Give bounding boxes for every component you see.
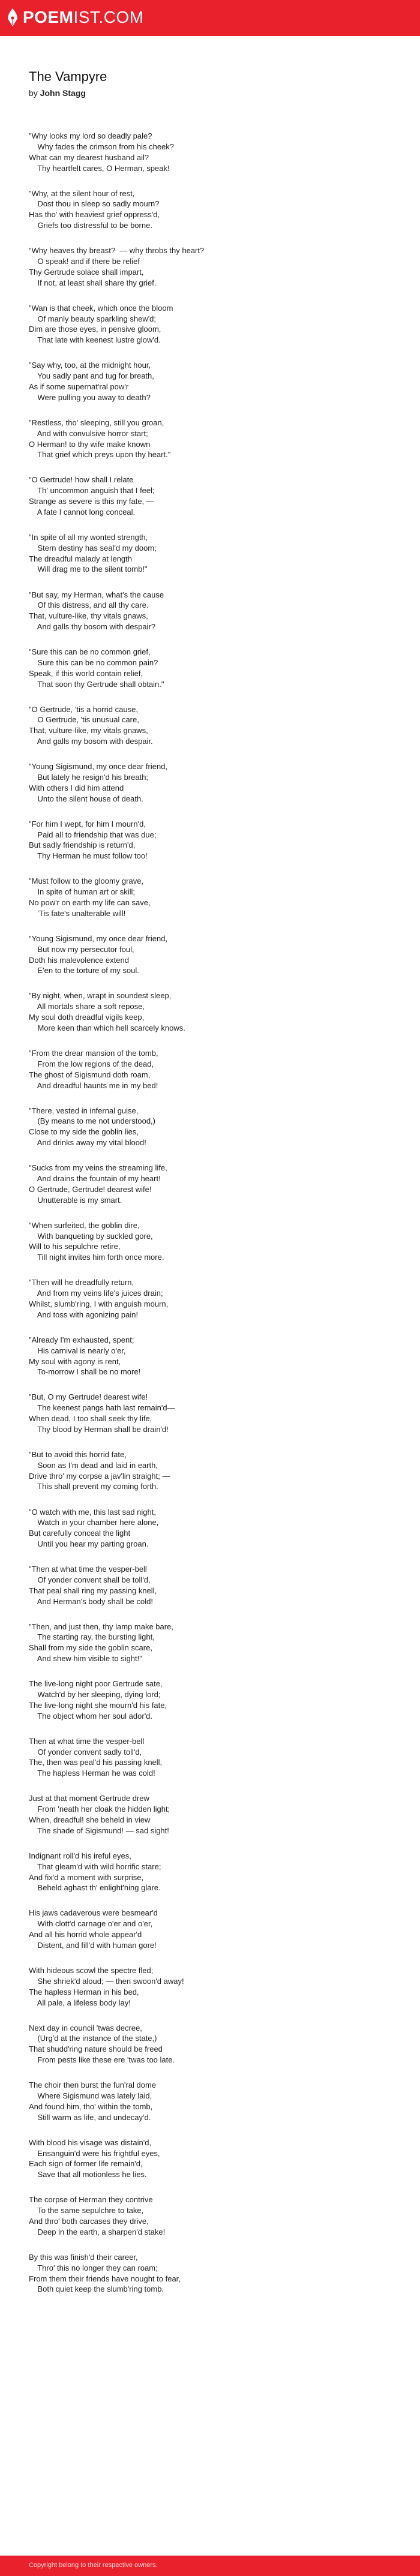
- logo-bold: POEM: [23, 8, 74, 26]
- poem-line: "There, vested in infernal guise,: [29, 1106, 139, 1115]
- poem-line: "Then at what time the vesper-bell: [29, 1565, 147, 1574]
- stanza: [29, 590, 395, 632]
- poem-line: "Why, at the silent hour of rest,: [29, 188, 135, 198]
- poem-line: Why fades the crimson from his cheek?: [29, 142, 175, 151]
- stanza: [29, 704, 395, 747]
- poem-line: 'Tis fate's unalterable will!: [29, 908, 126, 918]
- poem-line: "Young Sigismund, my once dear friend,: [29, 762, 168, 771]
- stanza: [29, 1507, 395, 1550]
- poem-line: The live-long night she mourn'd his fate,: [29, 1700, 167, 1710]
- poem-line: From them their friends have nought to fear,: [29, 2274, 181, 2283]
- poem-line: And found him, tho' within the tomb,: [29, 2101, 153, 2111]
- poem-line: And shew him visible to sight!": [29, 1654, 142, 1664]
- poem-body: [29, 131, 395, 2309]
- poem-line: The object whom her soul ador'd.: [29, 1711, 153, 1721]
- poem-line: Will to his sepulchre retire,: [29, 1242, 121, 1251]
- stanza: [29, 2252, 395, 2295]
- poem-line: And from my veins life's juices drain;: [29, 1289, 163, 1298]
- poem-line: In spite of human art or skill;: [29, 887, 136, 897]
- poem-line: "Young Sigismund, my once dear friend,: [29, 933, 168, 943]
- poem-line: The, then was peal'd his passing knell,: [29, 1758, 163, 1767]
- poem-line: The dreadful malady at length: [29, 554, 132, 563]
- stanza: [29, 1851, 395, 1893]
- poem-line: By this was finish'd their career,: [29, 2252, 138, 2262]
- stanza: [29, 2194, 395, 2237]
- poem-line: That shudd'ring nature should be freed: [29, 2044, 163, 2054]
- poem-line: And toss with agonizing pain!: [29, 1310, 139, 1319]
- poem-line: O Gertrude, 'tis unusual care,: [29, 715, 139, 725]
- poem-line: With clott'd carnage o'er and o'er,: [29, 1919, 153, 1929]
- poem-line: That gleam'd with wild horrific stare;: [29, 1862, 161, 1871]
- stanza: [29, 418, 395, 460]
- poem-line: No pow'r on earth my life can save,: [29, 898, 151, 907]
- stanza: [29, 1163, 395, 1205]
- poem-line: Of yonder convent shall be toll'd,: [29, 1575, 151, 1584]
- poem-line: And galls thy bosom with despair?: [29, 622, 156, 632]
- poem-line: More keen than which hell scarcely knows.: [29, 1023, 185, 1032]
- poem-line: And all his horrid whole appear'd: [29, 1930, 142, 1939]
- poem-line: Till night invites him forth once more.: [29, 1253, 164, 1262]
- poem-line: When dead, I too shall seek thy life,: [29, 1414, 152, 1424]
- poem-line: Dim are those eyes, in pensive gloom,: [29, 325, 161, 334]
- poem-line: O Gertrude, Gertrude! dearest wife!: [29, 1184, 152, 1194]
- poem-line: (By means to me not understood,): [29, 1116, 155, 1126]
- poem-line: Save that all motionless he lies.: [29, 2170, 147, 2179]
- poem-title: The Vampyre: [29, 69, 107, 84]
- poem-line: Watch'd by her sleeping, dying lord;: [29, 1690, 161, 1700]
- poem-line: Dost thou in sleep so sadly mourn?: [29, 199, 160, 209]
- stanza: [29, 1736, 395, 1779]
- poem-line: Were pulling you away to death?: [29, 392, 151, 402]
- poem-line: That, vulture-like, thy vitals gnaws,: [29, 611, 148, 621]
- poem-line: The shade of Sigismund! — sad sight!: [29, 1826, 169, 1835]
- poem-line: "By night, when, wrapt in soundest sleep,: [29, 991, 172, 1001]
- poem-line: Then at what time the vesper-bell: [29, 1736, 145, 1746]
- poem-line: Ensanguin'd were his frightful eyes,: [29, 2148, 160, 2158]
- poem-line: Until you hear my parting groan.: [29, 1539, 149, 1549]
- poem-line: That, vulture-like, my vitals gnaws,: [29, 726, 148, 735]
- poem-line: Still warm as life, and undecay'd.: [29, 2112, 151, 2122]
- poem-line: If not, at least shall share thy grief.: [29, 278, 157, 287]
- poem-line: What can my dearest husband ail?: [29, 152, 149, 162]
- poem-line: Whilst, slumb'ring, I with anguish mourn,: [29, 1299, 169, 1308]
- poem-line: Unto the silent house of death.: [29, 794, 143, 803]
- poem-line: "From the drear mansion of the tomb,: [29, 1049, 158, 1058]
- poem-line: Deep in the earth, a sharpen'd stake!: [29, 2227, 166, 2236]
- poem-line: Drive thro' my corpse a jav'lin straight; —: [29, 1471, 170, 1481]
- stanza: [29, 1220, 395, 1263]
- copyright-text: Copyright belong to their respective owners.: [29, 2562, 158, 2569]
- poem-line: That late with keenest lustre glow'd.: [29, 335, 161, 345]
- stanza: [29, 2080, 395, 2122]
- poem-line: "Sucks from my veins the streaming life,: [29, 1163, 167, 1173]
- stanza: [29, 1392, 395, 1434]
- poem-line: All pale, a lifeless body lay!: [29, 1998, 131, 2007]
- stanza: [29, 1106, 395, 1148]
- poem-line: My soul doth dreadful vigils keep,: [29, 1013, 145, 1022]
- poem-line: His carnival is nearly o'er,: [29, 1346, 126, 1355]
- poem-line: With blood his visage was distain'd,: [29, 2137, 152, 2147]
- stanza: [29, 647, 395, 689]
- poem-line: "But, O my Gertrude! dearest wife!: [29, 1392, 148, 1402]
- poem-line: My soul with agony is rent,: [29, 1356, 121, 1366]
- poem-line: Thy blood by Herman shall be drain'd!: [29, 1424, 169, 1434]
- poem-line: Both quiet keep the slumb'ring tomb.: [29, 2284, 164, 2294]
- poem-line: His jaws cadaverous were besmear'd: [29, 1908, 158, 1918]
- stanza: [29, 876, 395, 918]
- poem-line: And galls my bosom with despair.: [29, 737, 153, 746]
- poem-line: As if some supernat'ral pow'r: [29, 382, 129, 391]
- poem-line: The hapless Herman in his bed,: [29, 1987, 139, 1996]
- stanza: [29, 131, 395, 173]
- poem-line: Has tho' with heaviest grief oppress'd,: [29, 210, 160, 220]
- poem-line: Next day in council 'twas decree,: [29, 2023, 142, 2032]
- poem-line: Strange as severe is this my fate, —: [29, 497, 154, 506]
- poem-line: Shall from my side the goblin scare,: [29, 1643, 152, 1653]
- poem-line: "In spite of all my wonted strength,: [29, 532, 148, 542]
- author-link[interactable]: John Stagg: [40, 88, 86, 98]
- poem-line: With banqueting by suckled gore,: [29, 1231, 153, 1241]
- poem-line: This shall prevent my coming forth.: [29, 1482, 158, 1491]
- stanza: [29, 761, 395, 804]
- poem-line: But carefully conceal the light: [29, 1529, 131, 1538]
- stanza: [29, 188, 395, 231]
- stanza: [29, 1908, 395, 1950]
- poem-line: But now my persecutor foul,: [29, 944, 134, 954]
- poem-line: Doth his malevolence extend: [29, 955, 129, 965]
- stanza: [29, 245, 395, 288]
- stanza: [29, 990, 395, 1033]
- poem-line: The starting ray, the bursting light,: [29, 1632, 155, 1642]
- by-label: by: [29, 88, 38, 98]
- stanza: [29, 1564, 395, 1607]
- poem-line: Just at that moment Gertrude drew: [29, 1794, 149, 1803]
- stanza: [29, 303, 395, 346]
- poem-line: The ghost of Sigismund doth roam,: [29, 1070, 151, 1079]
- poem-line: (Urg'd at the instance of the state,): [29, 2034, 157, 2043]
- stanza: [29, 1335, 395, 1377]
- stanza: [29, 532, 395, 575]
- poem-line: Thro' this no longer they can roam;: [29, 2263, 158, 2272]
- top-bar: [0, 0, 420, 36]
- poem-line: Paid all to friendship that was due;: [29, 830, 157, 839]
- poem-line: You sadly pant and tug for breath,: [29, 371, 154, 381]
- poem-line: "Must follow to the gloomy grave,: [29, 876, 144, 886]
- stanza: [29, 1048, 395, 1091]
- poem-line: E'en to the torture of my soul.: [29, 966, 139, 975]
- poem-line: Close to my side the goblin lies,: [29, 1127, 139, 1137]
- poem-line: "Restless, tho' sleeping, still you groan,: [29, 418, 164, 427]
- poem-line: Indignant roll'd his ireful eyes,: [29, 1851, 131, 1860]
- stanza: [29, 1277, 395, 1320]
- poem-line: Unutterable is my smart.: [29, 1195, 122, 1205]
- poem-line: That grief which preys upon thy heart.": [29, 450, 171, 460]
- poem-line: From the low regions of the dead,: [29, 1059, 154, 1068]
- poem-line: "Then will he dreadfully return,: [29, 1278, 134, 1287]
- poem-line: "Why heaves thy breast? — why throbs thy heart?: [29, 246, 205, 256]
- poem-line: And Herman's body shall be cold!: [29, 1596, 153, 1606]
- poem-line: Thy Herman he must follow too!: [29, 851, 148, 861]
- poem-line: To-morrow I shall be no more!: [29, 1367, 141, 1377]
- poem-line: When, dreadful! she beheld in view: [29, 1815, 151, 1824]
- poem-line: O Herman! to thy wife make known: [29, 439, 151, 449]
- poem-line: The choir then burst the fun'ral dome: [29, 2080, 157, 2090]
- poem-line: And with convulsive horror start;: [29, 428, 148, 438]
- poem-line: Stern destiny has seal'd my doom;: [29, 543, 157, 553]
- poem-line: The corpse of Herman they contrive: [29, 2195, 153, 2205]
- footer-bar: [0, 2556, 420, 2576]
- poem-line: Speak, if this world contain relief,: [29, 668, 143, 678]
- poem-line: She shriek'd aloud; — then swoon'd away!: [29, 1976, 184, 1986]
- poem-line: That peal shall ring my passing knell,: [29, 1586, 157, 1595]
- poem-line: And drains the fountain of my heart!: [29, 1173, 161, 1183]
- poemist-logo[interactable]: [6, 5, 144, 29]
- poem-line: Th' uncommon anguish that I feel;: [29, 486, 155, 496]
- poem-line: Beheld aghast th' enlight'ning glare.: [29, 1883, 161, 1893]
- stanza: [29, 2023, 395, 2065]
- stanza: [29, 1965, 395, 2008]
- poem-line: A fate I cannot long conceal.: [29, 507, 136, 517]
- poem-line: With others I did him attend: [29, 783, 124, 792]
- poem-line: Each sign of former life remain'd,: [29, 2159, 143, 2169]
- byline: [29, 88, 86, 98]
- stanza: [29, 1679, 395, 1721]
- stanza: [29, 1793, 395, 1836]
- poem-line: And fix'd a moment with surprise,: [29, 1872, 144, 1882]
- poem-line: Where Sigismund was lately laid,: [29, 2091, 152, 2100]
- poem-line: "But to avoid this horrid fate,: [29, 1449, 127, 1459]
- poem-line: And dreadful haunts me in my bed!: [29, 1080, 158, 1090]
- stanza: [29, 2137, 395, 2180]
- poem-line: "Wan is that cheek, which once the bloom: [29, 303, 173, 313]
- poem-line: Of this distress, and all thy care.: [29, 601, 149, 610]
- poem-line: Will drag me to the silent tomb!": [29, 565, 148, 574]
- poem-line: Sure this can be no common pain?: [29, 657, 158, 667]
- stanza: [29, 819, 395, 861]
- poem-line: Griefs too distressful to be borne.: [29, 221, 152, 230]
- poem-line: That soon thy Gertrude shall obtain.": [29, 679, 164, 689]
- poem-line: "Sure this can be no common grief,: [29, 647, 151, 657]
- poem-line: "Then, and just then, thy lamp make bare,: [29, 1622, 173, 1631]
- poem-line: Watch in your chamber here alone,: [29, 1518, 159, 1527]
- poem-line: Distent, and fill'd with human gore!: [29, 1940, 157, 1950]
- poem-line: "Already I'm exhausted, spent;: [29, 1335, 134, 1344]
- poem-line: Of yonder convent sadly toll'd,: [29, 1747, 142, 1757]
- poem-line: From 'neath her cloak the hidden light;: [29, 1805, 170, 1814]
- poem-line: And thro' both carcases they drive,: [29, 2216, 149, 2226]
- logo-text: [23, 8, 144, 27]
- poem-line: The live-long night poor Gertrude sate,: [29, 1679, 163, 1689]
- poem-line: "O Gertrude! how shall I relate: [29, 475, 134, 485]
- poem-line: "O watch with me, this last sad night,: [29, 1507, 156, 1517]
- poem-line: Soon as I'm dead and laid in earth,: [29, 1460, 158, 1470]
- poem-line: Thy heartfelt cares, O Herman, speak!: [29, 163, 170, 173]
- poem-line: To the same sepulchre to take,: [29, 2206, 144, 2215]
- poem-line: "For him I wept, for him I mourn'd,: [29, 819, 146, 828]
- stanza: [29, 475, 395, 517]
- pen-nib-icon: [6, 8, 19, 27]
- stanza: [29, 1449, 395, 1492]
- poem-line: The keenest pangs hath last remain'd—: [29, 1403, 175, 1413]
- poem-line: From pests like these ere 'twas too late.: [29, 2055, 175, 2065]
- poem-line: "Why looks my lord so deadly pale?: [29, 131, 152, 140]
- stanza: [29, 360, 395, 403]
- logo-light: IST.COM: [73, 8, 144, 26]
- poem-line: "When surfeited, the goblin dire,: [29, 1220, 140, 1230]
- poem-line: "But say, my Herman, what's the cause: [29, 590, 164, 599]
- poem-line: O speak! and if there be relief: [29, 256, 140, 266]
- poem-line: All mortals share a soft repose,: [29, 1002, 145, 1011]
- poem-line: "Say why, too, at the midnight hour,: [29, 361, 151, 370]
- poem-line: With hideous scowl the spectre fled;: [29, 1966, 154, 1975]
- poem-line: The hapless Herman he was cold!: [29, 1769, 155, 1778]
- stanza: [29, 1622, 395, 1664]
- poem-line: And drinks away my vital blood!: [29, 1138, 146, 1148]
- poem-line: But lately he resign'd his breath;: [29, 773, 149, 782]
- stanza: [29, 933, 395, 976]
- poem-line: Thy Gertrude solace shall impart,: [29, 267, 144, 277]
- poem-line: Of manly beauty sparkling shew'd;: [29, 314, 157, 323]
- poem-line: But sadly friendship is return'd,: [29, 840, 136, 850]
- poem-line: "O Gertrude, 'tis a horrid cause,: [29, 704, 138, 714]
